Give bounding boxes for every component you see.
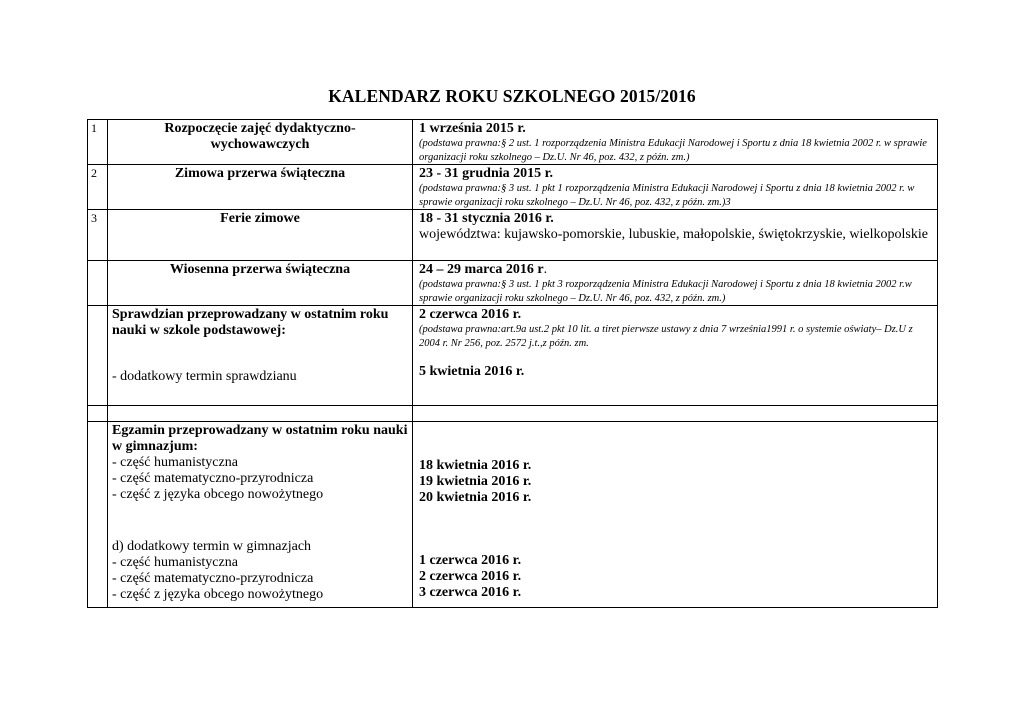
event-date [413, 406, 938, 422]
row-number: 2 [88, 165, 108, 210]
event-date-suffix: . [543, 262, 548, 277]
row-number [88, 261, 108, 306]
event-date: 24 – 29 marca 2016 r [419, 262, 544, 277]
event-name: Egzamin przeprowadzany w ostatnim roku nauki w gimnazjum: [112, 423, 408, 454]
legal-basis-note: (podstawa prawna:art.9a ust.2 pkt 10 lit. a tiret pierwsze ustawy z dnia 7 września1991 r. o systemie oświaty– Dz.U z 2004 r. Nr 256, poz. 2572 j.t.,z późn. zm. [419, 324, 913, 349]
event-date-cell [413, 261, 938, 306]
row-number [88, 306, 108, 406]
row-number [88, 406, 108, 422]
exam-part: - część humanistyczna [112, 555, 238, 570]
event-name-cell [108, 306, 413, 406]
event-date: 2 czerwca 2016 r. [419, 307, 522, 322]
event-date-cell [413, 210, 938, 261]
event-date-cell [413, 422, 938, 608]
table-row [88, 306, 938, 406]
exam-date: 20 kwietnia 2016 r. [419, 490, 532, 505]
school-calendar-table [87, 119, 938, 608]
legal-basis-note: (podstawa prawna:§ 3 ust. 1 pkt 1 rozporządzenia Ministra Edukacji Narodowej i Sportu z dnia 18 kwietnia 2002 r. w sprawie organizacji roku szkolnego – Dz.U. Nr 46, poz. 432, z późn. zm.)3 [419, 183, 915, 208]
table-row [88, 422, 938, 608]
exam-date: 19 kwietnia 2016 r. [419, 474, 532, 489]
spacer [419, 506, 933, 553]
legal-basis-note: (podstawa prawna:§ 2 ust. 1 rozporządzenia Ministra Edukacji Narodowej i Sportu z dnia 18 kwietnia 2002 r. w sprawie organizacji roku szkolnego – Dz.U. Nr 46, poz. 432, z późn. zm.) [419, 138, 927, 163]
event-extra: - dodatkowy termin sprawdzianu [112, 369, 297, 384]
exam-part: - część z języka obcego nowożytnego [112, 587, 324, 602]
exam-date: 2 czerwca 2016 r. [419, 569, 522, 584]
event-name-cell [108, 422, 413, 608]
row-number [88, 422, 108, 608]
event-name: Wiosenna przerwa świąteczna [108, 261, 413, 306]
exam-part: - część humanistyczna [112, 455, 238, 470]
table-row [88, 165, 938, 210]
event-name: Ferie zimowe [108, 210, 413, 261]
row-number: 1 [88, 120, 108, 165]
event-line: Rozpoczęcie zajęć dydaktyczno- [164, 121, 356, 136]
table-row [88, 261, 938, 306]
event-date-cell [413, 120, 938, 165]
event-line: wychowawczych [210, 137, 310, 152]
event-name: Zimowa przerwa świąteczna [108, 165, 413, 210]
exam-date: 1 czerwca 2016 r. [419, 553, 522, 568]
event-name: Sprawdzian przeprowadzany w ostatnim roku nauki w szkole podstawowej: [112, 307, 389, 338]
event-date-cell [413, 306, 938, 406]
event-name [108, 406, 413, 422]
legal-basis-note: (podstawa prawna:§ 3 ust. 1 pkt 3 rozporządzenia Ministra Edukacji Narodowej i Sportu z dnia 18 kwietnia 2002 r.w sprawie organizacji roku szkolnego – Dz.U. Nr 46, poz. 432, z późn. zm.) [419, 279, 912, 304]
page-title: KALENDARZ ROKU SZKOLNEGO 2015/2016 [328, 86, 696, 106]
event-extra-date: 5 kwietnia 2016 r. [419, 364, 525, 379]
exam-part: - część matematyczno-przyrodnicza [112, 471, 314, 486]
event-date: 18 - 31 stycznia 2016 r. [419, 211, 554, 226]
extra-term-heading: d) dodatkowy termin w gimnazjach [112, 539, 312, 554]
event-date: 1 września 2015 r. [419, 121, 526, 136]
spacer [112, 503, 408, 539]
voivodeships-list: województwa: kujawsko-pomorskie, lubuskie, małopolskie, świętokrzyskie, wielkopolskie [419, 227, 928, 242]
exam-part: - część z języka obcego nowożytnego [112, 487, 324, 502]
exam-date: 3 czerwca 2016 r. [419, 585, 522, 600]
spacer [419, 350, 933, 364]
table-row [88, 406, 938, 422]
exam-date: 18 kwietnia 2016 r. [419, 458, 532, 473]
event-name [108, 120, 413, 165]
spacer [419, 423, 933, 455]
event-date: 23 - 31 grudnia 2015 r. [419, 166, 554, 181]
spacer [112, 339, 408, 369]
table-row [88, 210, 938, 261]
event-date-cell [413, 165, 938, 210]
table-row [88, 120, 938, 165]
row-number: 3 [88, 210, 108, 261]
exam-part: - część matematyczno-przyrodnicza [112, 571, 314, 586]
